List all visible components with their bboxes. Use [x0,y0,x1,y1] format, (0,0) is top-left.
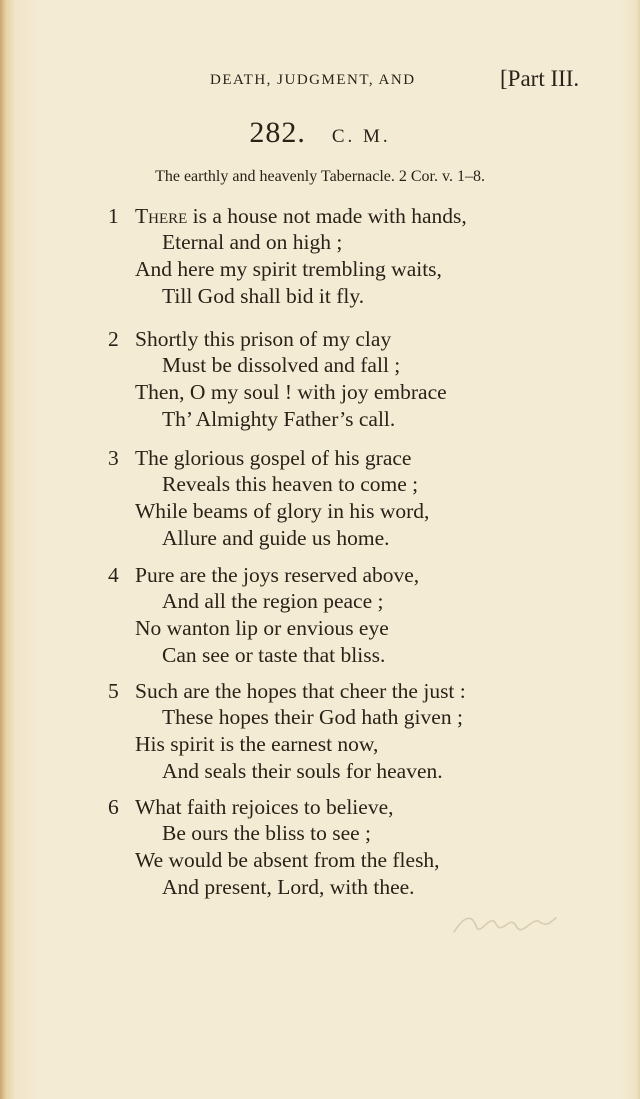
stanza-number: 5 [108,679,119,703]
verse-line: We would be absent from the flesh, [135,848,440,872]
verse-line-rest: is a house not made with hands, [187,204,467,228]
hymn-number: 282. [249,116,306,149]
verse-line: His spirit is the earnest now, [135,732,379,756]
verse-line: Till God shall bid it fly. [162,284,365,308]
verse-line: Reveals this heaven to come ; [162,472,419,496]
stanza-number: 1 [108,204,119,228]
stanza-number: 2 [108,327,119,351]
verse-line: Th’ Almighty Father’s call. [162,407,396,431]
verse-line: Allure and guide us home. [162,526,390,550]
stanza-number: 6 [108,795,119,819]
verse-line: And here my spirit trembling waits, [135,257,442,281]
verse-line: Be ours the bliss to see ; [162,821,372,845]
verse-line: And seals their souls for heaven. [162,759,443,783]
verse-line: Shortly this prison of my clay [135,327,392,351]
verse-line: Must be dissolved and fall ; [162,353,401,377]
verse-line: Eternal and on high ; [162,230,343,254]
hymn-subtitle: The earthly and heavenly Tabernacle. 2 Cor. v. 1–8. [155,168,485,185]
drop-word: There [135,204,188,228]
verse-line: What faith rejoices to believe, [135,795,394,819]
verse-line: Then, O my soul ! with joy embrace [135,380,447,404]
pencil-mark [450,906,560,938]
part-label: [Part III. [500,66,580,91]
verse-line: These hopes their God hath given ; [162,705,463,729]
verse-line: No wanton lip or envious eye [135,616,389,640]
verse-line: Can see or taste that bliss. [162,643,386,667]
verse-line: And present, Lord, with thee. [162,875,415,899]
stanza-number: 4 [108,563,119,587]
page-header [0,66,640,96]
hymn-heading [0,116,640,150]
verse-line: Such are the hopes that cheer the just : [135,679,466,703]
verse-line: And all the region peace ; [162,589,384,613]
verse-line: Pure are the joys reserved above, [135,563,420,587]
stanza-number: 3 [108,446,119,470]
verse-line: While beams of glory in his word, [135,499,430,523]
running-head: DEATH, JUDGMENT, AND [210,72,416,88]
verse-line [135,203,467,229]
verse-line: The glorious gospel of his grace [135,446,412,470]
hymn-meter: C. M. [331,126,391,147]
